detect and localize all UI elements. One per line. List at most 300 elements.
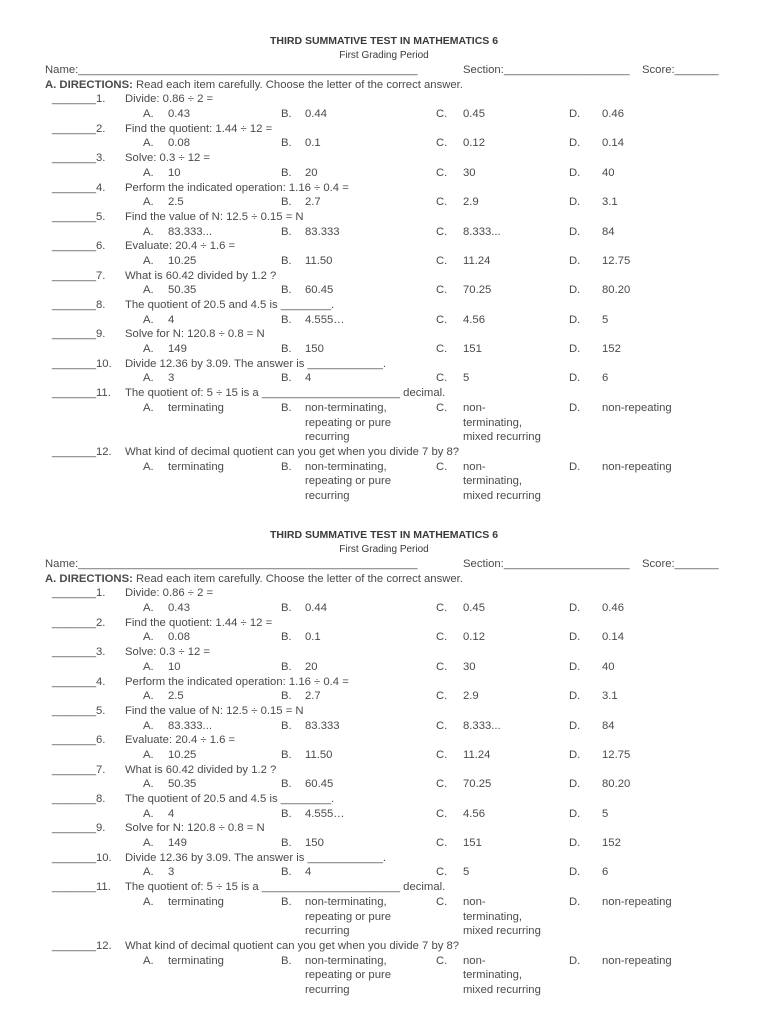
choice-option[interactable]: 60.45 [305, 284, 334, 297]
question-text: What is 60.42 divided by 1.2 ? [125, 763, 277, 776]
name-field[interactable]: Name:______________________________________________________ [45, 64, 418, 76]
test-sheet-1 [0, 35, 768, 504]
choices-row [0, 601, 768, 616]
choice-letter: C. [436, 954, 448, 967]
test-title: THIRD SUMMATIVE TEST IN MATHEMATICS 6 [269, 35, 499, 47]
choice-option[interactable]: non-terminating, repeating or pure recurring [305, 460, 392, 502]
answer-blank[interactable]: _______5. [52, 210, 106, 223]
choice-letter: C. [436, 225, 448, 238]
choice-letter: A. [143, 660, 154, 673]
answer-blank[interactable]: _______7. [52, 763, 106, 776]
answer-blank[interactable]: _______10. [52, 851, 112, 864]
choices-row [0, 777, 768, 792]
choice-option[interactable]: 83.333 [305, 225, 340, 238]
choice-letter: C. [436, 807, 448, 820]
choice-option[interactable]: 0.45 [463, 602, 485, 615]
answer-blank[interactable]: _______10. [52, 357, 112, 370]
choice-option[interactable]: 30 [463, 166, 476, 179]
choice-letter: B. [281, 602, 292, 615]
choice-option[interactable]: 0.1 [305, 631, 321, 644]
directions-body: Read each item carefully. Choose the letter of the correct answer. [132, 78, 463, 91]
choices-row [0, 195, 768, 210]
question-row [0, 357, 768, 372]
choice-option[interactable]: 70.25 [463, 778, 492, 791]
choice-letter: A. [143, 372, 154, 385]
answer-blank[interactable]: _______2. [52, 122, 106, 135]
choice-letter: D. [569, 719, 581, 732]
question-text: Solve: 0.3 ÷ 12 = [125, 646, 211, 659]
question-text: Divide: 0.86 ÷ 2 = [125, 93, 214, 106]
choice-option[interactable]: 80.20 [602, 778, 631, 791]
choice-letter: D. [569, 137, 581, 150]
choice-option[interactable]: 0.43 [168, 108, 190, 121]
question-text: Perform the indicated operation: 1.16 ÷ 0.4 = [125, 181, 349, 194]
choice-option[interactable]: non- terminating, mixed recurring [463, 460, 541, 502]
choice-option[interactable]: 4 [305, 866, 312, 879]
choice-option[interactable]: 152 [602, 837, 621, 850]
choice-option[interactable]: 150 [305, 837, 324, 850]
choice-option[interactable]: 5 [463, 372, 470, 385]
choice-option[interactable]: 5 [602, 313, 609, 326]
choice-option[interactable]: 83.333 [305, 719, 340, 732]
choice-letter: D. [569, 343, 581, 356]
directions-lead: A. DIRECTIONS: [45, 572, 133, 585]
choice-option[interactable]: 2.7 [305, 690, 321, 703]
question-row [0, 792, 768, 807]
choice-option[interactable]: 4.555… [305, 807, 345, 820]
choice-letter: D. [569, 254, 581, 267]
choice-letter: A. [143, 778, 154, 791]
answer-blank[interactable]: _______12. [52, 445, 112, 458]
choice-letter: D. [569, 690, 581, 703]
choice-letter: D. [569, 313, 581, 326]
choice-option[interactable]: 50.35 [168, 284, 197, 297]
answer-blank[interactable]: _______1. [52, 587, 106, 600]
choice-option[interactable]: 40 [602, 660, 615, 673]
test-title: THIRD SUMMATIVE TEST IN MATHEMATICS 6 [269, 529, 499, 541]
answer-blank[interactable]: _______7. [52, 269, 106, 282]
choice-letter: A. [143, 602, 154, 615]
choices-row [0, 865, 768, 880]
choice-option[interactable]: 151 [463, 343, 482, 356]
choice-letter: C. [436, 196, 448, 209]
directions-text [45, 572, 463, 587]
choice-letter: A. [143, 313, 154, 326]
question-row [0, 880, 768, 895]
choice-option[interactable]: 12.75 [602, 254, 631, 267]
choice-letter: B. [281, 225, 292, 238]
choice-option[interactable]: 0.44 [305, 108, 327, 121]
answer-blank[interactable]: _______6. [52, 240, 106, 253]
choice-letter: D. [569, 837, 581, 850]
answer-blank[interactable]: _______5. [52, 704, 106, 717]
header-row [0, 557, 768, 572]
choice-option[interactable]: terminating [168, 954, 224, 967]
question-row [0, 733, 768, 748]
choice-letter: C. [436, 343, 448, 356]
choice-letter: B. [281, 343, 292, 356]
question-row [0, 675, 768, 690]
choice-option[interactable]: non-terminating, repeating or pure recurring [305, 954, 392, 996]
choice-letter: B. [281, 401, 292, 414]
choice-option[interactable]: 11.50 [305, 748, 333, 761]
question-row [0, 298, 768, 313]
choice-letter: B. [281, 895, 292, 908]
choices-row [0, 313, 768, 328]
choice-option[interactable]: 4.56 [463, 313, 485, 326]
choice-option[interactable]: terminating [168, 460, 224, 473]
choice-letter: B. [281, 254, 292, 267]
choice-option[interactable]: 4.555… [305, 313, 345, 326]
choice-letter: C. [436, 660, 448, 673]
question-row [0, 239, 768, 254]
choice-letter: D. [569, 602, 581, 615]
choice-letter: D. [569, 866, 581, 879]
choice-option[interactable]: 50.35 [168, 778, 197, 791]
choice-option[interactable]: 0.1 [305, 137, 321, 150]
choice-letter: C. [436, 895, 448, 908]
choice-option[interactable]: non-terminating, repeating or pure recurring [305, 401, 392, 444]
choice-option[interactable]: 80.20 [602, 284, 631, 297]
choice-letter: B. [281, 866, 292, 879]
question-text: Perform the indicated operation: 1.16 ÷ 0.4 = [125, 675, 349, 688]
choice-letter: A. [143, 690, 154, 703]
choice-letter: B. [281, 954, 292, 967]
question-row [0, 821, 768, 836]
question-row [0, 645, 768, 660]
choice-option[interactable]: 0.12 [463, 137, 485, 150]
answer-blank[interactable]: _______9. [52, 328, 106, 341]
question-row [0, 704, 768, 719]
choice-option[interactable]: 0.43 [168, 602, 190, 615]
choice-letter: C. [436, 401, 448, 414]
question-text: Find the value of N: 12.5 ÷ 0.15 = N [125, 704, 304, 717]
choice-option[interactable]: 11.50 [305, 254, 333, 267]
choice-letter: D. [569, 895, 581, 908]
directions-text [45, 78, 463, 93]
choice-option[interactable]: 12.75 [602, 748, 631, 761]
choice-letter: C. [436, 719, 448, 732]
choice-option[interactable]: 5 [602, 807, 609, 820]
question-text: Divide 12.36 by 3.09. The answer is ____________. [125, 357, 387, 370]
question-row [0, 586, 768, 601]
choice-option[interactable]: 3.1 [602, 196, 618, 209]
choice-letter: D. [569, 166, 581, 179]
choice-letter: D. [569, 108, 581, 121]
choice-letter: D. [569, 631, 581, 644]
choice-letter: A. [143, 401, 154, 414]
choices-row [0, 225, 768, 240]
choice-letter: B. [281, 284, 292, 297]
name-field[interactable]: Name:______________________________________________________ [45, 558, 418, 570]
answer-blank[interactable]: _______1. [52, 93, 106, 106]
choices-row [0, 136, 768, 151]
choice-option[interactable]: 10 [168, 660, 181, 673]
answer-blank[interactable]: _______9. [52, 822, 106, 835]
choice-option[interactable]: 20 [305, 660, 318, 673]
choice-option[interactable]: 151 [463, 837, 482, 850]
choice-option[interactable]: 8.333... [463, 719, 501, 732]
answer-blank[interactable]: _______4. [52, 181, 106, 194]
choices-row [0, 401, 768, 445]
question-text: What kind of decimal quotient can you get when you divide 7 by 8? [125, 445, 460, 458]
choice-letter: D. [569, 225, 581, 238]
choice-letter: C. [436, 866, 448, 879]
choice-letter: A. [143, 837, 154, 850]
choice-letter: C. [436, 166, 448, 179]
choice-letter: A. [143, 748, 154, 761]
question-row [0, 386, 768, 401]
choice-option[interactable]: 3 [168, 372, 175, 385]
test-sheet-2 [0, 529, 768, 998]
choice-option[interactable]: non-repeating [602, 460, 672, 473]
question-text: Solve: 0.3 ÷ 12 = [125, 152, 211, 165]
question-text: What is 60.42 divided by 1.2 ? [125, 269, 277, 282]
choice-option[interactable]: non-repeating [602, 895, 672, 908]
choice-letter: A. [143, 166, 154, 179]
choice-option[interactable]: non-terminating, repeating or pure recurring [305, 895, 392, 938]
choice-letter: A. [143, 954, 154, 967]
score-field[interactable]: Score:_______ [642, 558, 719, 570]
section-field[interactable]: Section:____________________ [463, 558, 630, 570]
question-text: The quotient of: 5 ÷ 15 is a ______________________ decimal. [125, 387, 446, 400]
choice-letter: C. [436, 778, 448, 791]
question-text: Evaluate: 20.4 ÷ 1.6 = [125, 240, 236, 253]
choice-letter: C. [436, 372, 448, 385]
choice-option[interactable]: 84 [602, 225, 615, 238]
choices-row [0, 371, 768, 386]
directions-lead: A. DIRECTIONS: [45, 78, 133, 91]
choice-letter: B. [281, 108, 292, 121]
choice-letter: D. [569, 778, 581, 791]
choice-option[interactable]: 11.24 [463, 254, 491, 267]
choice-letter: B. [281, 313, 292, 326]
choice-option[interactable]: 4 [168, 807, 175, 820]
question-row [0, 763, 768, 778]
answer-blank[interactable]: _______11. [52, 881, 111, 894]
question-row [0, 851, 768, 866]
choice-letter: B. [281, 137, 292, 150]
choice-letter: B. [281, 631, 292, 644]
choice-letter: B. [281, 372, 292, 385]
choice-option[interactable]: 4 [168, 313, 175, 326]
choices-row [0, 254, 768, 269]
question-text: Solve for N: 120.8 ÷ 0.8 = N [125, 328, 265, 341]
choice-option[interactable]: 4 [305, 372, 312, 385]
answer-blank[interactable]: _______12. [52, 939, 112, 952]
question-text: The quotient of 20.5 and 4.5 is ________. [125, 299, 335, 311]
choice-letter: A. [143, 254, 154, 267]
answer-blank[interactable]: _______8. [52, 793, 106, 805]
question-text: Find the quotient: 1.44 ÷ 12 = [125, 616, 273, 629]
choice-option[interactable]: 3.1 [602, 690, 618, 703]
choice-letter: C. [436, 254, 448, 267]
choice-option[interactable]: non- terminating, mixed recurring [463, 954, 541, 996]
choice-option[interactable]: non-repeating [602, 954, 672, 967]
choice-letter: B. [281, 778, 292, 791]
choice-option[interactable]: 0.44 [305, 602, 327, 615]
choice-letter: D. [569, 372, 581, 385]
choice-letter: A. [143, 284, 154, 297]
choice-option[interactable]: 3 [168, 866, 175, 879]
choice-letter: D. [569, 748, 581, 761]
choice-option[interactable]: non- terminating, mixed recurring [463, 401, 541, 444]
choice-option[interactable]: 0.46 [602, 108, 624, 121]
choice-option[interactable]: 40 [602, 166, 615, 179]
choice-letter: D. [569, 460, 581, 473]
choice-letter: B. [281, 166, 292, 179]
question-row [0, 327, 768, 342]
choice-option[interactable]: 2.9 [463, 690, 479, 703]
choice-letter: C. [436, 690, 448, 703]
choice-option[interactable]: 70.25 [463, 284, 492, 297]
choices-row [0, 719, 768, 734]
question-row [0, 181, 768, 196]
choice-letter: B. [281, 660, 292, 673]
choice-letter: B. [281, 460, 292, 473]
choice-option[interactable]: terminating [168, 401, 224, 414]
choice-letter: C. [436, 748, 448, 761]
choice-letter: B. [281, 748, 292, 761]
choice-letter: C. [436, 837, 448, 850]
question-row [0, 151, 768, 166]
choice-option[interactable]: 6 [602, 372, 609, 385]
choice-letter: A. [143, 108, 154, 121]
choice-letter: D. [569, 807, 581, 820]
choice-option[interactable]: 11.24 [463, 748, 491, 761]
choices-row [0, 748, 768, 763]
choice-letter: A. [143, 460, 154, 473]
choice-letter: D. [569, 660, 581, 673]
answer-blank[interactable]: _______11. [52, 387, 111, 400]
section-field[interactable]: Section:____________________ [463, 64, 630, 76]
choice-letter: A. [143, 196, 154, 209]
choice-option[interactable]: 10 [168, 166, 181, 179]
choices-row [0, 895, 768, 939]
score-field[interactable]: Score:_______ [642, 64, 719, 76]
choice-option[interactable]: 10.25 [168, 748, 197, 761]
choice-letter: B. [281, 719, 292, 732]
choice-option[interactable]: 83.333... [168, 719, 212, 732]
choice-letter: A. [143, 719, 154, 732]
choice-option[interactable]: 83.333... [168, 225, 212, 238]
choices-row [0, 460, 768, 504]
choice-letter: C. [436, 137, 448, 150]
choice-letter: B. [281, 807, 292, 820]
choice-letter: D. [569, 401, 581, 414]
choices-row [0, 283, 768, 298]
directions [0, 78, 768, 93]
question-text: Solve for N: 120.8 ÷ 0.8 = N [125, 822, 265, 835]
choice-option[interactable]: 6 [602, 866, 609, 879]
choices-row [0, 166, 768, 181]
question-row [0, 210, 768, 225]
choice-option[interactable]: non- terminating, mixed recurring [463, 895, 541, 938]
choices-row [0, 954, 768, 998]
choice-option[interactable]: 2.5 [168, 690, 184, 703]
choice-option[interactable]: 0.45 [463, 108, 485, 121]
choices-row [0, 630, 768, 645]
choices-row [0, 836, 768, 851]
choice-letter: C. [436, 313, 448, 326]
choice-option[interactable]: 150 [305, 343, 324, 356]
choice-option[interactable]: 0.46 [602, 602, 624, 615]
header-row [0, 63, 768, 78]
choice-option[interactable]: 84 [602, 719, 615, 732]
choice-option[interactable]: 0.08 [168, 137, 190, 150]
choice-letter: A. [143, 343, 154, 356]
choice-letter: C. [436, 460, 448, 473]
choice-letter: C. [436, 602, 448, 615]
choices-row [0, 689, 768, 704]
answer-blank[interactable]: _______8. [52, 299, 106, 311]
choice-option[interactable]: non-repeating [602, 401, 672, 414]
choice-letter: A. [143, 866, 154, 879]
answer-blank[interactable]: _______4. [52, 675, 106, 688]
choice-option[interactable]: 10.25 [168, 254, 197, 267]
choice-option[interactable]: 2.9 [463, 196, 479, 209]
question-text: What kind of decimal quotient can you get when you divide 7 by 8? [125, 939, 460, 952]
choice-option[interactable]: 30 [463, 660, 476, 673]
choice-letter: D. [569, 196, 581, 209]
choice-option[interactable]: 0.12 [463, 631, 485, 644]
choices-row [0, 342, 768, 357]
choice-option[interactable]: 5 [463, 866, 470, 879]
choice-option[interactable]: 4.56 [463, 807, 485, 820]
choice-letter: C. [436, 284, 448, 297]
choice-letter: A. [143, 807, 154, 820]
choice-option[interactable]: 152 [602, 343, 621, 356]
choice-option[interactable]: 0.08 [168, 631, 190, 644]
question-row [0, 445, 768, 460]
choice-letter: B. [281, 690, 292, 703]
choice-letter: B. [281, 837, 292, 850]
choice-letter: C. [436, 108, 448, 121]
choice-letter: D. [569, 954, 581, 967]
choices-row [0, 107, 768, 122]
test-subtitle: First Grading Period [339, 544, 429, 555]
choice-letter: A. [143, 225, 154, 238]
choice-option[interactable]: terminating [168, 895, 224, 908]
question-text: Divide: 0.86 ÷ 2 = [125, 587, 214, 600]
answer-blank[interactable]: _______2. [52, 616, 106, 629]
answer-blank[interactable]: _______3. [52, 646, 106, 659]
question-row [0, 92, 768, 107]
choice-option[interactable]: 149 [168, 343, 187, 356]
test-subtitle: First Grading Period [339, 50, 429, 61]
choice-letter: C. [436, 631, 448, 644]
answer-blank[interactable]: _______6. [52, 734, 106, 747]
choice-option[interactable]: 20 [305, 166, 318, 179]
question-row [0, 122, 768, 137]
choice-option[interactable]: 0.14 [602, 631, 624, 644]
question-text: The quotient of: 5 ÷ 15 is a ______________________ decimal. [125, 881, 446, 894]
choices-row [0, 660, 768, 675]
question-row [0, 939, 768, 954]
question-text: Find the quotient: 1.44 ÷ 12 = [125, 122, 273, 135]
choice-option[interactable]: 2.7 [305, 196, 321, 209]
choice-option[interactable]: 60.45 [305, 778, 334, 791]
choice-option[interactable]: 0.14 [602, 137, 624, 150]
directions [0, 572, 768, 587]
choice-option[interactable]: 149 [168, 837, 187, 850]
question-row [0, 269, 768, 284]
choice-option[interactable]: 8.333... [463, 225, 501, 238]
choices-row [0, 807, 768, 822]
choice-option[interactable]: 2.5 [168, 196, 184, 209]
answer-blank[interactable]: _______3. [52, 152, 106, 165]
choice-letter: A. [143, 631, 154, 644]
